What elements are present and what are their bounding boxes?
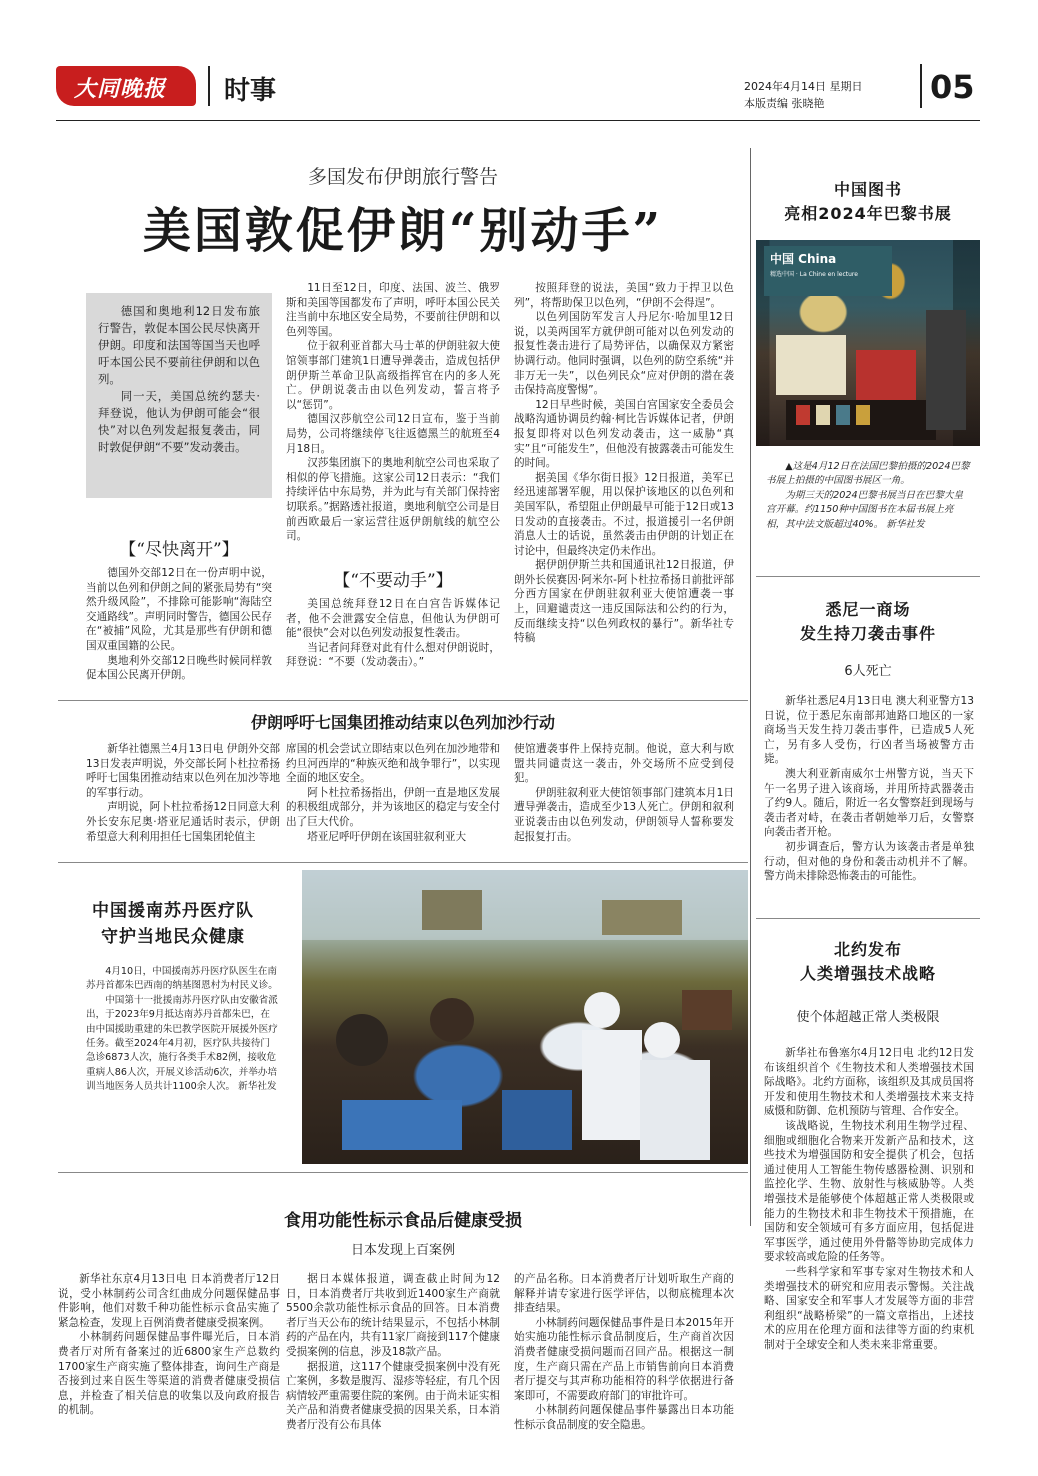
masthead [56, 62, 980, 114]
side2-body-p1: 新华社悉尼4月13日电 澳大利亚警方13日说，位于悉尼东南部邦迪路口地区的一家商场当天发生持刀袭击事件，已造成5人死亡，另有多人受伤，行凶者当场被警方击毙。 [764, 695, 974, 766]
story4-subheadline: 日本发现上百案例 [350, 1243, 455, 1258]
story4-col3-p1: 的产品名称。日本消费者厅计划听取生产商的解释并请专家进行医学评估，以彻底梳理本次排查结果。 [514, 1273, 734, 1315]
lead-summary-p2: 同一天，美国总统约瑟夫·拜登说，他认为伊朗可能会“很快”对以色列发起报复袭击，同时敦促伊朗“不要”发动袭击。 [98, 389, 260, 454]
side1-headline [756, 178, 980, 226]
book-fair-photo [756, 240, 980, 446]
medical-team-photo [302, 870, 748, 1164]
story3-caption-p1: 4月10日，中国援南苏丹医疗队医生在南苏丹首都朱巴西南的纳基图恩村为村民义诊。 [86, 966, 278, 992]
book-fair-sign-subtext: 精选中国 · La Chine en lecture [770, 271, 858, 278]
story2-col3-p1: 使馆遭袭事件上保持克制。他说，意大利与欧盟共同谴责这一袭击，外交场所不应受到侵犯。 [514, 743, 734, 785]
masthead-divider [208, 66, 210, 106]
story4-col1 [58, 1272, 280, 1418]
side3-headline-line1: 北约发布 [833, 940, 902, 959]
page-no-divider [920, 64, 922, 108]
lead-col2-p4: 汉莎集团旗下的奥地利航空公司也采取了相似的停飞措施。这家公司12日表示：“我们持续评估中东局势，并为此与有关部门保持密切联系。”据路透社报道，奥地利航空公司是目前西欧最后一家运营往返伊朗航线的航空公司。 [286, 457, 500, 543]
side1-caption-p1: ▲这是4月12日在法国巴黎拍摄的2024巴黎书展上拍摄的中国图书展区一角。 [766, 461, 970, 487]
story2-col3 [514, 742, 734, 844]
book-fair-sign-text: 中国 China [770, 252, 837, 266]
lead-col3-p3: 12日早些时候，美国白宫国家安全委员会战略沟通协调员约翰·柯比告诉媒体记者，伊朗报复即将对以色列发动袭击，这一威胁“真实”且“可能发生”，但他没有披露袭击可能发生的时间。 [514, 398, 734, 470]
story2-headline: 伊朗呼吁七国集团推动结束以色列加沙行动 [250, 713, 555, 732]
story4-headline: 食用功能性标示食品后健康受损 [284, 1211, 522, 1231]
side2-headline-line2: 发生持刀袭击事件 [799, 624, 936, 643]
story4-col1-p1: 新华社东京4月13日电 日本消费者厅12日说，受小林制药公司含红曲成分问题保健品事件影响，他们对数千种功能性标示食品实施了紧急检查，发现上百例消费者健康受损案例。 [58, 1273, 280, 1329]
lead-bottom-rule [58, 700, 748, 701]
side1-headline-line2: 亮相2024年巴黎书展 [784, 204, 952, 223]
story4-col3-p2: 小林制药问题保健品事件是日本2015年开始实施功能性标示食品制度后，生产商首次因消费者健康受损问题而召回产品。根据这一制度，生产商只需在产品上市销售前向日本消费者厅提交与其声称功能相符的科学依据进行备案即可，不需要政府部门的审批许可。 [514, 1316, 734, 1402]
story2-col2-p3: 塔亚尼呼吁伊朗在该国驻叙利亚大 [307, 830, 467, 843]
story2-col2-p1: 席国的机会尝试立即结束以色列在加沙地带和约旦河西岸的“种族灭绝和战争罪行”，以实现全面的地区安全。 [286, 743, 500, 785]
story3-headline-line1: 中国援南苏丹医疗队 [92, 901, 254, 921]
lead-col2-p1: 11日至12日，印度、法国、波兰、俄罗斯和美国等国都发布了声明，呼吁本国公民关注当前中东地区安全局势，不要前往伊朗和以色列等国。 [286, 282, 500, 338]
page-editor: 本版责编 张晓艳 [744, 97, 825, 110]
story2-col1-p2: 声明说，阿卜杜拉希扬12日同意大利外长安东尼奥·塔亚尼通话时表示，伊朗希望意大利利用担任七国集团轮值主 [86, 801, 280, 843]
story2-col2 [286, 742, 500, 844]
lead-summary-box [86, 293, 272, 498]
lead-col1 [86, 566, 272, 683]
lead-col2a [286, 281, 500, 544]
masthead-rule [56, 120, 980, 121]
story2-bottom-rule [58, 862, 748, 863]
page-number: 05 [930, 68, 975, 106]
story4-col2-p2: 据报道，这117个健康受损案例中没有死亡案例，多数是腹泻、湿疹等轻症，有几个因病情较严重需要住院的案例。由于尚未证实相关产品和消费者健康受损的因果关系，日本消费者厅没有公布具体 [286, 1360, 500, 1431]
side1-caption [766, 460, 972, 532]
section-title: 时事 [224, 76, 277, 106]
lead-subhead-1: 【“尽快离开”】 [119, 540, 239, 560]
side2-body-p3: 初步调查后，警方认为该袭击者是单独行动，但对他的身份和袭击动机并不了解。警方尚未排除恐怖袭击的可能性。 [764, 840, 974, 883]
side1-caption-p2: 为期三天的2024巴黎书展当日在巴黎大皇宫开幕。约1150种中国图书在本届书展上亮相，其中法文版超过40%。 新华社发 [766, 489, 964, 530]
story3-caption [86, 965, 278, 1095]
side3-headline-line2: 人类增强技术战略 [799, 964, 936, 983]
lead-col3-p4: 据美国《华尔街日报》12日报道，美军已经迅速部署军舰，用以保护该地区的以色列和美国军队，希望阻止伊朗最早可能于12日或13日发动的直接袭击。不过，报道援引一名伊朗消息人士的话说，虽然袭击由伊朗的计划正在讨论中，但最终决定仍未作出。 [514, 471, 734, 557]
story3-caption-p2: 中国第十一批援南苏丹医疗队由安徽省派出，于2023年9月抵达南苏丹首都朱巴，在由中国援助重建的朱巴教学医院开展援外医疗任务。截至2024年4月初，医疗队共接待门急诊6873人次，施行各类手术82例，接收危重病人86人次，开展义诊活动6次，并举办培训当地医务人员共计1100余人次。 新华社发 [86, 994, 278, 1093]
lead-summary-p1: 德国和奥地利12日发布旅行警告，敦促本国公民尽快离开伊朗。印度和法国等国当天也呼吁本国公民不要前往伊朗和以色列。 [98, 304, 260, 386]
lead-headline: 美国敦促伊朗“别动手” [142, 203, 664, 259]
book-fair-illustration [756, 240, 980, 446]
side2-body-p2: 澳大利亚新南威尔士州警方说，当天下午一名男子进入该商场，并用所持武器袭击了约9人。随后，附近一名女警察赶到现场与袭击者对峙，在袭击者朝她举刀后，女警察向袭击者开枪。 [764, 767, 974, 839]
story4-col1-p2: 小林制药问题保健品事件曝光后，日本消费者厅对所有备案过的近6800家生产总数约1700家生产商实施了整体排查，询问生产商是否接到过来自医生等渠道的消费者健康受损信息，并检查了相关信息的收集以及向政府报告的机制。 [58, 1331, 280, 1417]
lead-col3-p1: 按照拜登的说法，美国“致力于捍卫以色列”，将帮助保卫以色列，“伊朗不会得逞”。 [514, 282, 734, 309]
story2-col3-p2: 伊朗驻叙利亚大使馆领事部门建筑本月1日遭导弹袭击，造成至少13人死亡。伊朗和叙利亚说袭击由以色列发动，伊朗领导人誓称要发起报复打击。 [514, 786, 734, 843]
lead-col1-p2: 奥地利外交部12日晚些时候同样敦促本国公民离开伊朗。 [86, 654, 272, 682]
lead-col2-p3: 德国汉莎航空公司12日宣布，鉴于当前局势，公司将继续停飞往返德黑兰的航班至4月18日。 [286, 413, 500, 455]
right-column-rule [750, 148, 751, 1226]
story3-headline [62, 898, 284, 950]
story3-bottom-rule [58, 1172, 748, 1173]
story4-col2 [286, 1272, 500, 1433]
side3-body [764, 1046, 974, 1352]
lead-kicker: 多国发布伊朗旅行警告 [307, 166, 498, 188]
lead-col3 [514, 281, 734, 646]
side2-body [764, 694, 974, 884]
side2-headline [756, 598, 980, 646]
lead-col3-p2: 以色列国防军发言人丹尼尔·哈加里12日说，以美两国军方就伊朗可能对以色列发动的报复性袭击进行了局势评估，以确保双方紧密协调行动。他同时强调，以色列的防空系统“并非万无一失”，以色列民众“应对伊朗的潜在袭击保持高度警惕”。 [514, 311, 734, 397]
story2-col1-p1: 新华社德黑兰4月13日电 伊朗外交部13日发表声明说，外交部长阿卜杜拉希扬呼吁七国集团推动结束以色列在加沙等地的军事行动。 [86, 743, 280, 799]
side3-body-p3: 一些科学家和军事专家对生物技术和人类增强技术的研究和应用表示警惕。关注战略、国家安全和军事人才发展等方面的非营利组织“战略桥梁”的一篇文章指出，上述技术的应用在伦理方面和法律等方面的约束机制对于全球安全和人类未来非常重要。 [764, 1265, 974, 1351]
story3-headline-line2: 守护当地民众健康 [101, 927, 245, 947]
lead-col3-p5: 据伊朗伊斯兰共和国通讯社12日报道，伊朗外长侯赛因·阿米尔-阿卜杜拉希扬日前批评部分西方国家在伊朗驻叙利亚大使馆遭袭一事上，回避谴责这一违反国际法和公约的行为，反而继续支持“以色列政权的暴行”。新华社专特稿 [514, 559, 734, 645]
logo-text: 大同晚报 [74, 76, 167, 102]
medical-team-illustration [302, 870, 748, 1164]
lead-col2b-p2: 当记者问拜登对此有什么想对伊朗说时，拜登说：“不要（发动袭击）。” [286, 641, 500, 669]
lead-col2b-p1: 美国总统拜登12日在白宫告诉媒体记者，他不会泄露安全信息，但他认为伊朗可能“很快”会对以色列发动报复性袭击。 [286, 598, 500, 640]
side1-bottom-rule [756, 576, 980, 577]
issue-date: 2024年4月14日 星期日 [744, 80, 863, 93]
side3-headline [756, 938, 980, 986]
side3-body-p2: 该战略说，生物技术利用生物学过程、细胞或细胞化合物来开发新产品和技术，这些技术为增强国防和安全提供了机会，包括通过使用人工智能生物传感器检测、识别和监控化学、生物、放射性与核威胁等。人类增强技术是能够使个体超越正常人类极限或能力的生物技术和非生物技术干预措施，在国防和安全领域可有多方面应用，包括促进军事医学，通过使用外骨骼等协助完成体力要求较高或危险的任务等。 [764, 1119, 974, 1264]
story2-col1 [86, 742, 280, 844]
story4-col3 [514, 1272, 734, 1433]
lead-col2b [286, 597, 500, 670]
newspaper-logo [56, 66, 196, 106]
lead-col1-p1: 德国外交部12日在一份声明中说，当前以色列和伊朗之间的紧张局势有“突然升级风险”，不排除可能影响“海陆空交通路线”。声明同时警告，德国公民存在“被捕”风险，尤其是那些有伊朗和德国双重国籍的公民。 [86, 567, 272, 652]
side3-body-p1: 新华社布鲁塞尔4月12日电 北约12日发布该组织首个《生物技术和人类增强技术国际战略》。北约方面称，该组织及其成员国将开发和使用生物技术和人类增强技术来支持威慑和防御、危机预防与管理、合作安全。 [764, 1047, 974, 1118]
lead-col2-p2: 位于叙利亚首都大马士革的伊朗驻叙大使馆领事部门建筑1日遭导弹袭击，造成包括伊朗伊斯兰革命卫队高级指挥官在内的多人死亡。伊朗说袭击由以色列发动，誓言将予以“惩罚”。 [286, 340, 500, 411]
story2-col2-p2: 阿卜杜拉希扬指出，伊朗一直是地区发展的积极组成部分，并为该地区的稳定与安全付出了巨大代价。 [286, 786, 500, 828]
side3-subheadline: 使个体超越正常人类极限 [796, 1010, 940, 1025]
story4-col3-p3: 小林制药问题保健品事件暴露出日本功能性标示食品制度的安全隐患。 [514, 1404, 734, 1431]
side2-bottom-rule [756, 918, 980, 919]
side2-headline-line1: 悉尼一商场 [825, 600, 911, 619]
side1-headline-line1: 中国图书 [833, 180, 902, 199]
side2-subheadline: 6人死亡 [844, 664, 892, 679]
lead-subhead-2: 【“不要动手”】 [333, 571, 453, 591]
story4-col2-p1: 据日本媒体报道，调查截止时间为12日，日本消费者厅共收到近1400家生产商就5500余款功能性标示食品的回答。日本消费者厅当天公布的统计结果显示，不包括小林制药的产品在内，共有11家厂商接到117个健康受损案例的信息，涉及18款产品。 [286, 1273, 500, 1358]
